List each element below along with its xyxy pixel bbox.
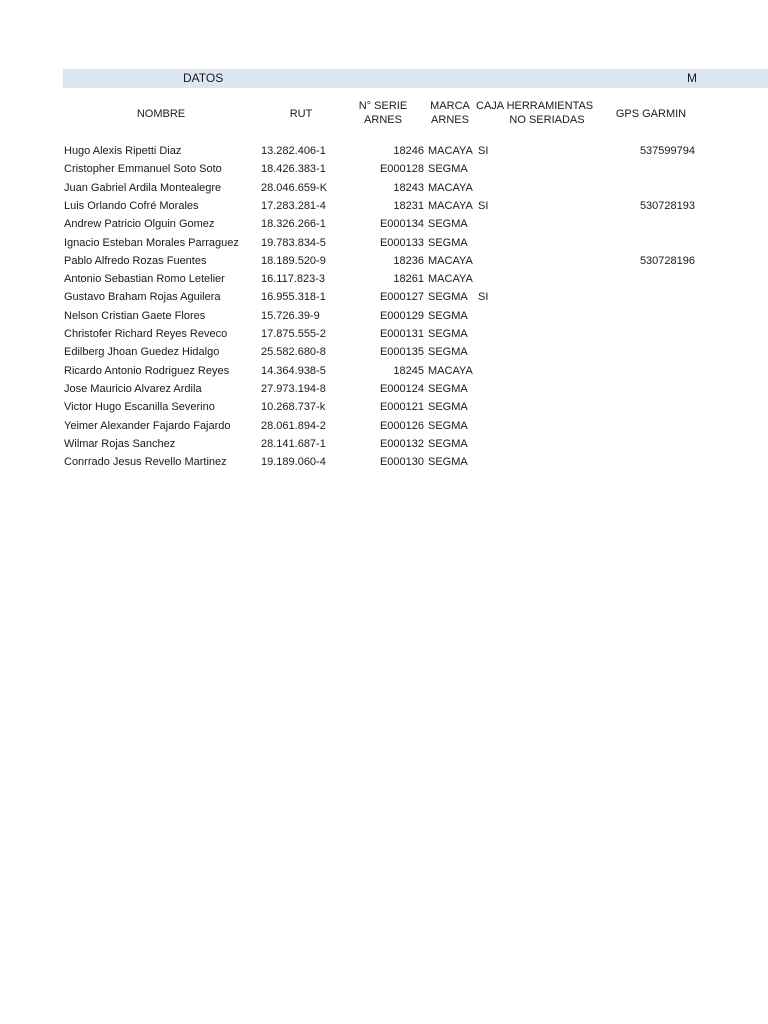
header-caja-line1: CAJA HERRAMIENTAS [476, 100, 594, 112]
cell-rut: 18.326.266-1 [261, 218, 326, 231]
cell-rut: 19.189.060-4 [261, 456, 326, 469]
cell-marca: SEGMA [428, 236, 468, 249]
table-row [0, 215, 768, 233]
cell-marca: SEGMA [428, 328, 468, 340]
cell-nombre: Christofer Richard Reyes Reveco [64, 328, 228, 340]
cell-rut: 28.061.894-2 [261, 419, 326, 432]
cell-marca: SEGMA [428, 401, 468, 414]
cell-marca: MACAYA [428, 181, 473, 194]
table-row [0, 160, 768, 178]
cell-marca: MACAYA [428, 364, 473, 377]
cell-serie: 18231 [393, 199, 424, 212]
cell-gps: 530728193 [639, 199, 695, 212]
table-row [0, 197, 768, 215]
cell-caja: SI [478, 291, 489, 304]
cell-rut: 17.875.555-2 [261, 328, 326, 340]
cell-rut: 10.268.737-k [261, 401, 326, 414]
cell-marca: SEGMA [428, 437, 468, 450]
cell-nombre: Pablo Alfredo Rozas Fuentes [64, 254, 207, 267]
cell-marca: MACAYA [428, 145, 473, 157]
cell-serie: 18245 [393, 364, 424, 377]
cell-nombre: Jose Mauricio Alvarez Ardila [64, 382, 202, 395]
cell-nombre: Wilmar Rojas Sanchez [64, 437, 176, 450]
cell-marca: SEGMA [428, 346, 468, 359]
cell-serie: E000128 [379, 163, 424, 176]
cell-nombre: Juan Gabriel Ardila Montealegre [64, 181, 222, 194]
cell-rut: 13.282.406-1 [261, 145, 326, 157]
cell-nombre: Cristopher Emmanuel Soto Soto [64, 163, 222, 176]
cell-caja: SI [478, 199, 489, 212]
table-row [0, 270, 768, 288]
cell-serie: E000127 [379, 291, 424, 304]
cell-serie: 18261 [393, 273, 424, 286]
cell-nombre: Nelson Cristian Gaete Flores [64, 309, 206, 322]
cell-rut: 28.046.659-K [261, 181, 328, 194]
cell-rut: 18.426.383-1 [261, 163, 326, 176]
cell-nombre: Antonio Sebastian Romo Letelier [64, 273, 225, 286]
cell-rut: 18.189.520-9 [261, 254, 326, 267]
header-serie-line2: ARNES [364, 114, 402, 126]
cell-rut: 16.955.318-1 [261, 291, 326, 304]
cell-serie: 18246 [393, 145, 424, 157]
truncated-section-title: M [687, 71, 697, 85]
table-row [0, 343, 768, 361]
header-serie-line1: N° SERIE [358, 100, 408, 112]
cell-serie: E000121 [379, 401, 424, 414]
table-row [0, 417, 768, 435]
header-marca-line2: ARNES [431, 114, 469, 126]
header-rut: RUT [289, 108, 313, 120]
cell-serie: E000132 [379, 437, 424, 450]
datos-title: DATOS [183, 71, 224, 85]
cell-gps: 537599794 [639, 145, 695, 157]
cell-serie: E000131 [379, 328, 424, 340]
cell-nombre: Victor Hugo Escanilla Severino [64, 401, 215, 414]
cell-rut: 25.582.680-8 [261, 346, 326, 359]
table-row [0, 435, 768, 453]
cell-nombre: Edilberg Jhoan Guedez Hidalgo [64, 346, 220, 359]
cell-serie: 18243 [393, 181, 424, 194]
cell-marca: SEGMA [428, 163, 468, 176]
table-row [0, 288, 768, 306]
cell-nombre: Yeimer Alexander Fajardo Fajardo [64, 419, 231, 432]
header-gps: GPS GARMIN [615, 108, 687, 120]
table-row [0, 453, 768, 471]
table-row [0, 325, 768, 343]
cell-nombre: Ignacio Esteban Morales Parraguez [64, 236, 239, 249]
cell-serie: E000134 [379, 218, 424, 231]
table-row [0, 252, 768, 270]
table-row [0, 234, 768, 252]
table-row [0, 179, 768, 197]
cell-nombre: Gustavo Braham Rojas Aguilera [64, 291, 221, 304]
cell-marca: SEGMA [428, 309, 468, 322]
table-row [0, 142, 768, 160]
cell-caja: SI [478, 145, 489, 157]
cell-serie: E000124 [379, 382, 424, 395]
section-header-band [63, 69, 768, 88]
cell-nombre: Andrew Patricio Olguin Gomez [64, 218, 215, 231]
cell-marca: SEGMA [428, 218, 468, 231]
cell-rut: 14.364.938-5 [261, 364, 326, 377]
cell-gps: 530728196 [639, 254, 695, 267]
cell-marca: SEGMA [428, 419, 468, 432]
cell-serie: 18236 [393, 254, 424, 267]
cell-rut: 15.726.39-9 [261, 309, 320, 322]
cell-marca: SEGMA [428, 456, 468, 469]
header-nombre: NOMBRE [136, 108, 186, 120]
cell-serie: E000126 [379, 419, 424, 432]
cell-marca: SEGMA [428, 382, 468, 395]
table-row [0, 362, 768, 380]
cell-rut: 19.783.834-5 [261, 236, 326, 249]
table-row [0, 307, 768, 325]
cell-rut: 16.117.823-3 [261, 273, 326, 286]
cell-marca: MACAYA [428, 273, 473, 286]
cell-nombre: Hugo Alexis Ripetti Diaz [64, 145, 182, 157]
table-row [0, 398, 768, 416]
header-caja-line2: NO SERIADAS [509, 114, 585, 126]
cell-serie: E000130 [379, 456, 424, 469]
header-marca-line1: MARCA [430, 100, 470, 112]
cell-marca: MACAYA [428, 254, 473, 267]
cell-rut: 17.283.281-4 [261, 199, 326, 212]
cell-serie: E000135 [379, 346, 424, 359]
cell-marca: SEGMA [428, 291, 468, 304]
cell-nombre: Luis Orlando Cofré Morales [64, 199, 199, 212]
cell-marca: MACAYA [428, 199, 473, 212]
cell-nombre: Conrrado Jesus Revello Martinez [64, 456, 227, 469]
cell-rut: 28.141.687-1 [261, 437, 326, 450]
cell-serie: E000133 [379, 236, 424, 249]
cell-nombre: Ricardo Antonio Rodriguez Reyes [64, 364, 230, 377]
table-row [0, 380, 768, 398]
cell-rut: 27.973.194-8 [261, 382, 326, 395]
cell-serie: E000129 [379, 309, 424, 322]
